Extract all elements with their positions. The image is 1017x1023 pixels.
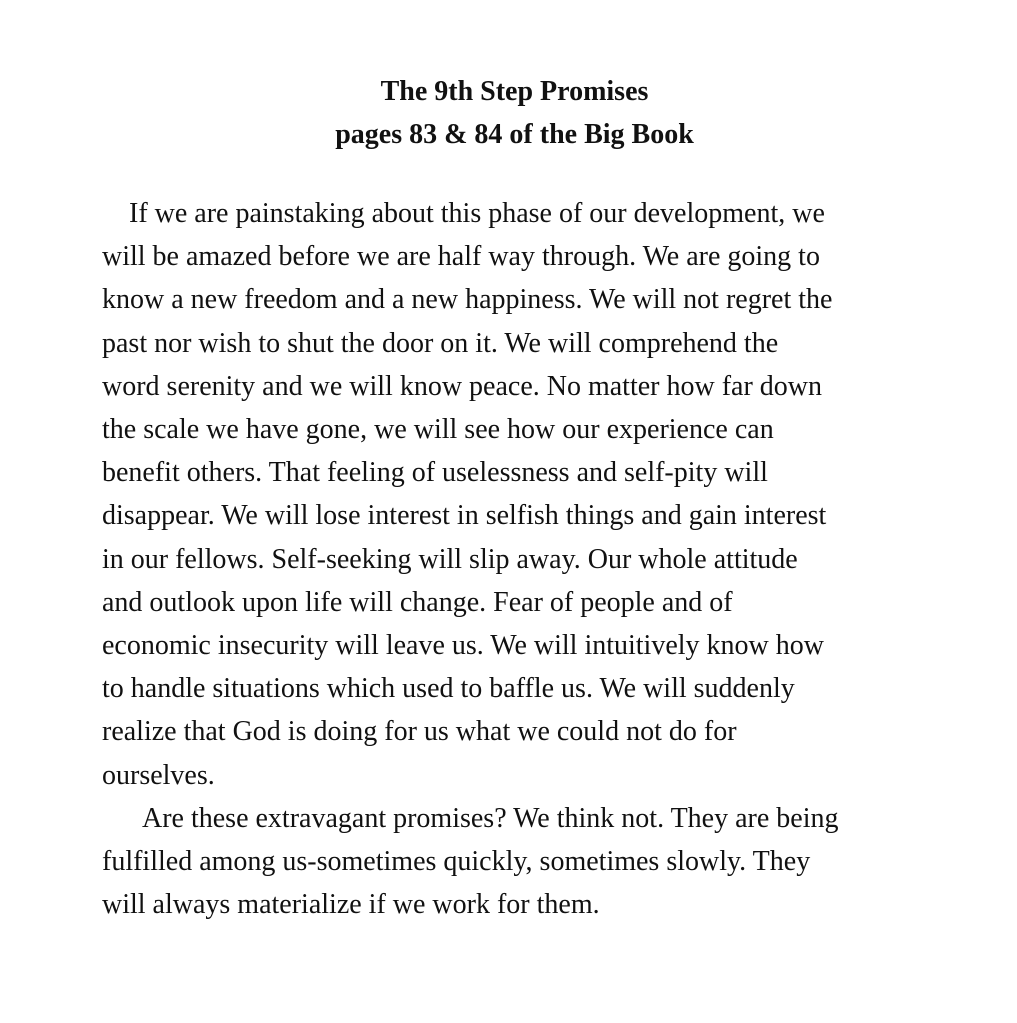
text-line: realize that God is doing for us what we could not do for — [102, 716, 737, 748]
text-line: past nor wish to shut the door on it. We will comprehend the — [102, 327, 779, 359]
page-title: The 9th Step Promises — [380, 76, 649, 107]
title-block — [0, 70, 1017, 156]
text-line: will be amazed before we are half way through. We are going to — [102, 241, 820, 273]
text-line: word serenity and we will know peace. No matter how far down — [102, 370, 823, 402]
text-line: the scale we have gone, we will see how our experience can — [102, 414, 774, 446]
text-line: benefit others. That feeling of uselessness and self-pity will — [102, 457, 768, 489]
page-subtitle: pages 83 & 84 of the Big Book — [335, 119, 694, 150]
text-line: economic insecurity will leave us. We will intuitively know how — [102, 630, 824, 662]
paragraph-2 — [102, 797, 962, 927]
text-line: to handle situations which used to baffle us. We will suddenly — [102, 673, 795, 705]
text-line: ourselves. — [102, 759, 215, 791]
text-line: know a new freedom and a new happiness. We will not regret the — [102, 284, 833, 316]
paragraph-1 — [102, 192, 962, 797]
text-line: fulfilled among us-sometimes quickly, sometimes slowly. They — [102, 846, 811, 878]
text-line: and outlook upon life will change. Fear of people and of — [102, 586, 733, 618]
text-line: disappear. We will lose interest in selfish things and gain interest — [102, 500, 827, 532]
text-line: will always materialize if we work for them. — [102, 889, 600, 921]
body-text — [102, 192, 962, 926]
text-line: Are these extravagant promises? We think not. They are being — [142, 802, 839, 834]
text-line: in our fellows. Self-seeking will slip away. Our whole attitude — [102, 543, 798, 575]
text-line: If we are painstaking about this phase of our development, we — [129, 198, 825, 229]
